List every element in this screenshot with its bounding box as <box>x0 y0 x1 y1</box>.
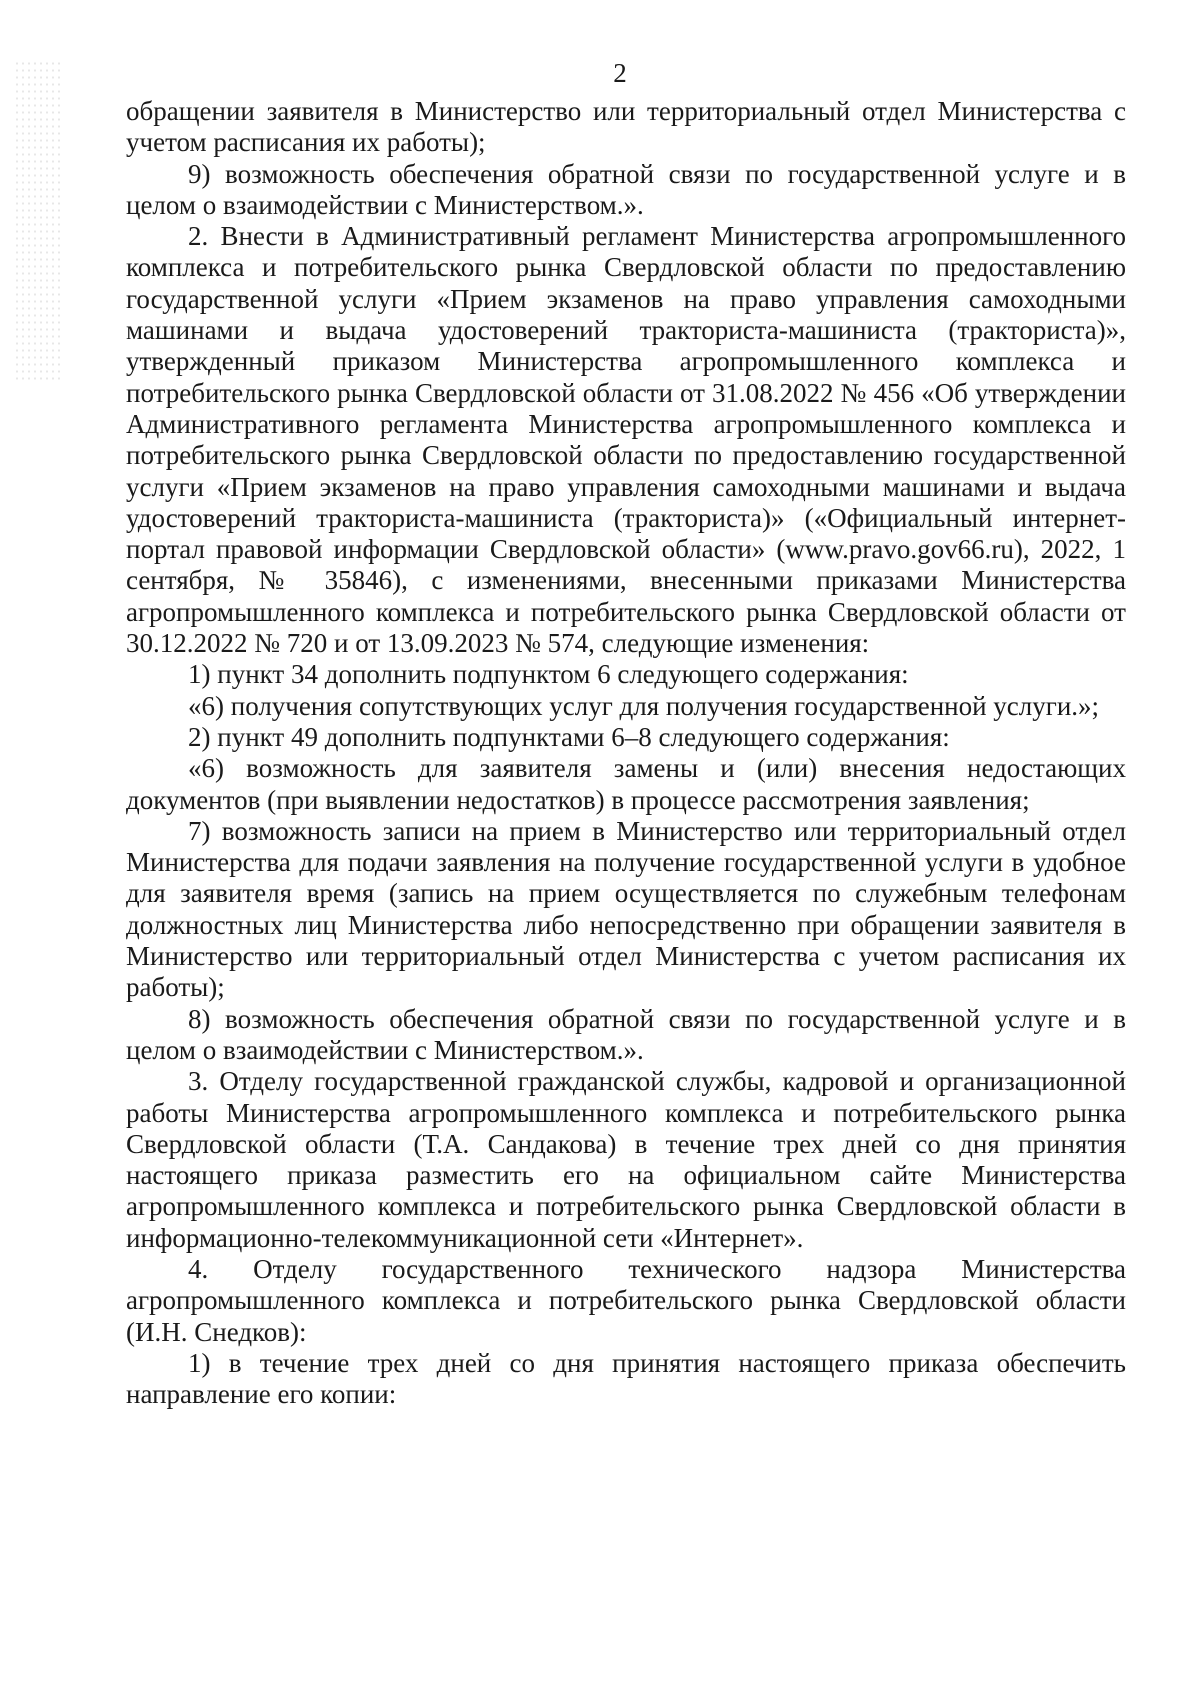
page-number: 2 <box>613 58 627 88</box>
paragraph: обращении заявителя в Министерство или территориальный отдел Министерства с учетом расписания их работы); <box>126 96 1126 158</box>
paragraph: 1) пункт 34 дополнить подпунктом 6 следующего содержания: <box>188 659 909 690</box>
paragraph: 9) возможность обеспечения обратной связи по государственной услуге и в целом о взаимодействии с Министерством.». <box>126 158 1126 220</box>
document-body <box>126 96 1126 1410</box>
paragraph: 1) в течение трех дней со дня принятия настоящего приказа обеспечить направление его копии: <box>126 1347 1126 1410</box>
paragraph: 3. Отделу государственной гражданской службы, кадровой и организационной работы Министерства агропромышленного комплекса и потребительского рынка Свердловской области (Т.А. Сандакова) в течение трех дней со дня принятия настоящего приказа разместить его на официальном сайте Министерства агропромышленного комплекса и потребительского рынка Свердловской области в информационно-телекоммуникационной сети «Интернет». <box>126 1066 1126 1253</box>
paragraph: 2) пункт 49 дополнить подпунктами 6–8 следующего содержания: <box>188 721 950 752</box>
paragraph: 2. Внести в Административный регламент Министерства агропромышленного комплекса и потребительского рынка Свердловской области по предоставлению государственной услуги «Прием экзаменов на право управления самоходными машинами и выдача удостоверений тракториста-машиниста (тракториста)», утвержденный приказом Министерства агропромышленного комплекса и потребительского рынка Свердловской области от 31.08.2022 № 456 «Об утверждении Административного регламента Министерства агропромышленного комплекса и потребительского рынка Свердловской области по предоставлению государственной услуги «Прием экзаменов на право управления самоходными машинами и выдача удостоверений тракториста-машиниста (тракториста)» («Официальный интернет-портал правовой информации Свердловской области» (www.pravo.gov66.ru), 2022, 1 сентября, № 35846), с изменениями, внесенными приказами Министерства агропромышленного комплекса и потребительского рынка Свердловской области от 30.12.2022 № 720 и от 13.09.2023 № 574, следующие изменения: <box>126 221 1126 659</box>
scan-noise <box>14 60 60 380</box>
paragraph: 8) возможность обеспечения обратной связи по государственной услуге и в целом о взаимодействии с Министерством.». <box>126 1003 1126 1065</box>
paragraph: «6) возможность для заявителя замены и (или) внесения недостающих документов (при выявлении недостатков) в процессе рассмотрения заявления; <box>126 753 1126 815</box>
paragraph: «6) получения сопутствующих услуг для получения государственной услуги.»; <box>188 690 1100 721</box>
paragraph: 4. Отделу государственного технического надзора Министерства агропромышленного комплекса и потребительского рынка Свердловской области (И.Н. Снедков): <box>126 1253 1126 1347</box>
paragraph: 7) возможность записи на прием в Министерство или территориальный отдел Министерства для подачи заявления на получение государственной услуги в удобное для заявителя время (запись на прием осуществляется по служебным телефонам должностных лиц Министерства либо непосредственно при обращении заявителя в Министерство или территориальный отдел Министерства с учетом расписания их работы); <box>126 815 1126 1003</box>
